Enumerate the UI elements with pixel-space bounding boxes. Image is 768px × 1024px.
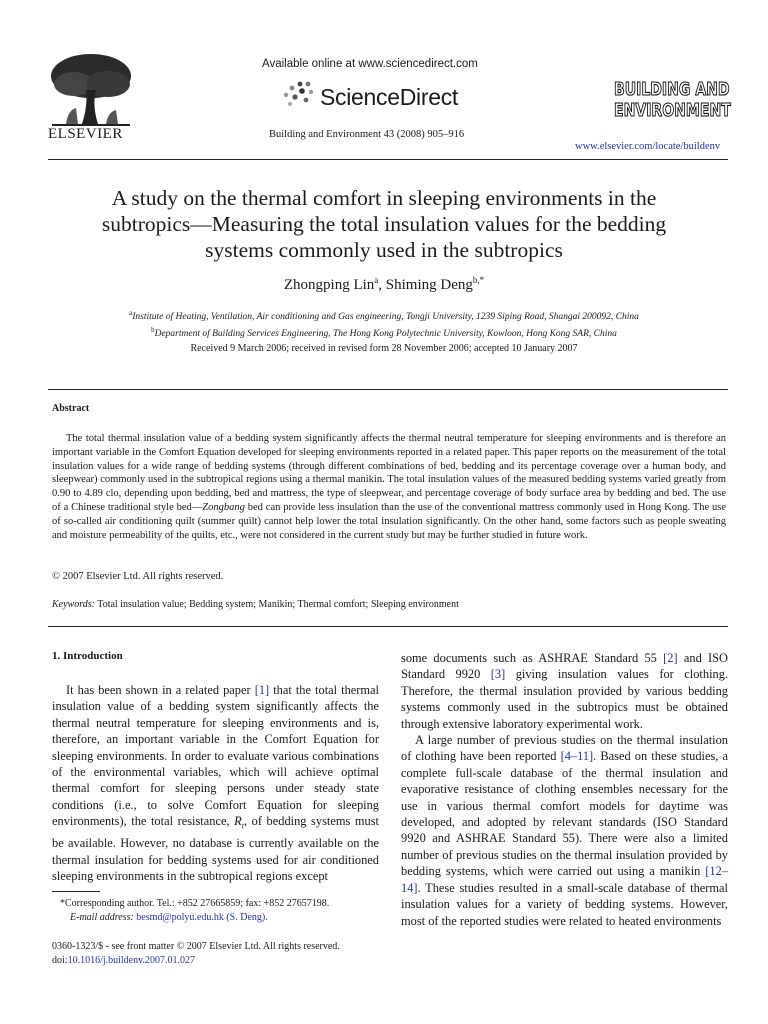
abstract-text: bed can provide less insulation than the use of the conventional mattress commonly used in Hong Kong. The use of so-called air conditioning quilt (summer quilt) cannot help lower the total insulation significantly. On the other hand, some factors such as people sweating and moisture permeability of the quilts, etc., were not considered in the current study but may be further studied in future work. (52, 501, 726, 541)
corresponding-author-note: *Corresponding author. Tel.: +852 27665859; fax: +852 27657198. (60, 898, 330, 909)
affiliation-mark: a (129, 309, 133, 317)
affiliation-text: Institute of Heating, Ventilation, Air conditioning and Gas engineering, Tongji University, 1239 Siping Road, Shangai 200092, China (132, 312, 639, 323)
doi-label: doi: (52, 955, 68, 966)
body-text: some documents such as ASHRAE Standard 55 (401, 651, 664, 665)
sciencedirect-wordmark: ScienceDirect (320, 84, 458, 110)
email-link[interactable]: besmd@polyu.edu.hk (S. Deng). (136, 912, 268, 923)
body-text: that the total thermal insulation value of a bedding system significantly affects the thermal neutral temperature for sleeping environments and is, therefore, an important variable in the Comfort Equation for sleeping environments. In order to evaluate various combinations of the environmental variables, which will achieve optimal thermal comfort for sleeping persons under steady state conditions (i.e., to solve Comfort Equation for sleeping environments), the total resistance, (52, 683, 379, 829)
author-name: Shiming Deng (385, 277, 473, 293)
email-label: E-mail address: (70, 912, 134, 923)
body-text: , of bedding systems must be available. However, no database is currently available on the thermal insulation for bedding systems used for air conditioned sleeping environments in the subtropical regions except (52, 814, 379, 883)
elsevier-tree-logo (46, 50, 136, 130)
abstract-bottom-rule (48, 626, 728, 627)
journal-reference: Building and Environment 43 (2008) 905–916 (269, 129, 465, 140)
available-online-text[interactable]: Available online at www.sciencedirect.com (262, 58, 478, 70)
citation-link[interactable]: [12–14] (401, 864, 728, 895)
article-title (60, 185, 708, 263)
abstract-top-rule (48, 389, 728, 390)
author-affiliation-mark: a (374, 275, 379, 285)
citation-link[interactable]: [1] (254, 683, 270, 697)
doi-line (52, 954, 340, 968)
issn-line: 0360-1323/$ - see front matter © 2007 Elsevier Ltd. All rights reserved. (52, 941, 340, 952)
title-line: systems commonly used in the subtropics (205, 238, 563, 262)
body-text: A large number of previous studies on the thermal insulation of clothing have been reported (401, 733, 728, 764)
affiliation-mark: b (151, 326, 155, 335)
author-affiliation-mark[interactable]: b,* (472, 275, 485, 285)
body-paragraph (401, 650, 728, 732)
body-text: It has been shown in a related paper (66, 683, 255, 697)
sciencedirect-dots-icon (280, 78, 316, 108)
footnote-rule (52, 891, 100, 892)
abstract-heading: Abstract (52, 403, 90, 414)
body-text: . These studies resulted in a small-scale database of thermal insulation values for a variety of bedding systems. However, most of the reported studies were related to heated environments (401, 880, 728, 928)
body-text: and ISO Standard 9920 (401, 651, 729, 682)
body-paragraph (52, 682, 379, 884)
citation-link[interactable]: [2] (663, 651, 678, 665)
abstract-italic-term: Zongbang (202, 501, 245, 513)
keywords-label: Keywords: (52, 599, 95, 610)
body-paragraph (401, 732, 728, 929)
body-text: giving insulation values for clothing. Therefore, the thermal insulation provided by various bedding systems commonly used in the subtropics must be obtained through extensive laboratory experimental work. (401, 667, 728, 731)
citation-link[interactable]: [3] (490, 667, 506, 682)
title-line: subtropics—Measuring the total insulation values for the bedding (101, 212, 667, 236)
abstract-body (52, 432, 726, 542)
abstract-paragraph (52, 432, 726, 542)
received-dates: Received 9 March 2006; received in revised form 28 November 2006; accepted 10 January 2007 (190, 343, 578, 354)
author-list (0, 275, 768, 294)
journal-url-link[interactable]: www.elsevier.com/locate/buildenv (575, 141, 721, 152)
email-line (60, 911, 329, 925)
footnote (60, 897, 329, 925)
keywords-list: Total insulation value; Bedding system; Manikin; Thermal comfort; Sleeping environment (97, 599, 459, 610)
affiliation-line (0, 307, 768, 324)
doi-link[interactable]: 10.1016/j.buildenv.2007.01.027 (67, 955, 195, 966)
keywords (52, 599, 459, 610)
masthead-line: ENVIRONMENT (614, 100, 731, 121)
math-symbol: R (234, 814, 242, 829)
citation-link[interactable]: [4–11] (560, 749, 594, 764)
left-column (52, 682, 379, 884)
title-line: A study on the thermal comfort in sleeping environments in the (111, 186, 657, 210)
section-heading: 1. Introduction (52, 650, 123, 662)
journal-masthead (614, 79, 731, 121)
front-matter (52, 940, 340, 968)
affiliation-text: Department of Building Services Engineering, The Hong Kong Polytechnic University, Kowloon, Hong Kong SAR, China (154, 329, 617, 340)
header-rule (48, 159, 728, 160)
body-text: . Based on these studies, a complete full-scale database of the thermal insulation and evaporative resistance of clothing ensembles necessary for the use in various thermal comfort models for daytime was developed, and adopted by relevant standards (ISO Standard 9920 and ASHRAE Standard 55). There were also a limited number of previous studies on the thermal insulation provided by bedding systems, which were carried out using a manikin (401, 749, 729, 879)
abstract-copyright: © 2007 Elsevier Ltd. All rights reserved. (52, 571, 224, 582)
masthead-line: BUILDING AND (614, 79, 730, 100)
publisher-name: ELSEVIER (48, 126, 123, 142)
affiliation-line (0, 324, 768, 341)
affiliations (0, 307, 768, 341)
author-name: Zhongping Lin (283, 277, 375, 293)
math-subscript: t (241, 821, 244, 831)
author-separator: , (378, 277, 386, 293)
right-column (401, 650, 728, 929)
abstract-text: The total thermal insulation value of a bedding system significantly affects the thermal neutral temperature for sleeping environments and is therefore an important variable in the Comfort Equation developed for sleeping environments reported in a related paper. This paper reports on the measurement of the total insulation values for a wide range of bedding systems (through different combinations of bed, bedding and its percentage coverage over a human body, and sleepwear) commonly used in the subtropical regions using a thermal manikin. The total insulation values of the measured bedding systems varied greatly from 0.90 to 4.89 clo, depending upon bedding, bed and mattress, the type of sleepwear, and percentage coverage of body surface area by bedding and bed. The use of a Chinese traditional style bed— (52, 433, 726, 513)
